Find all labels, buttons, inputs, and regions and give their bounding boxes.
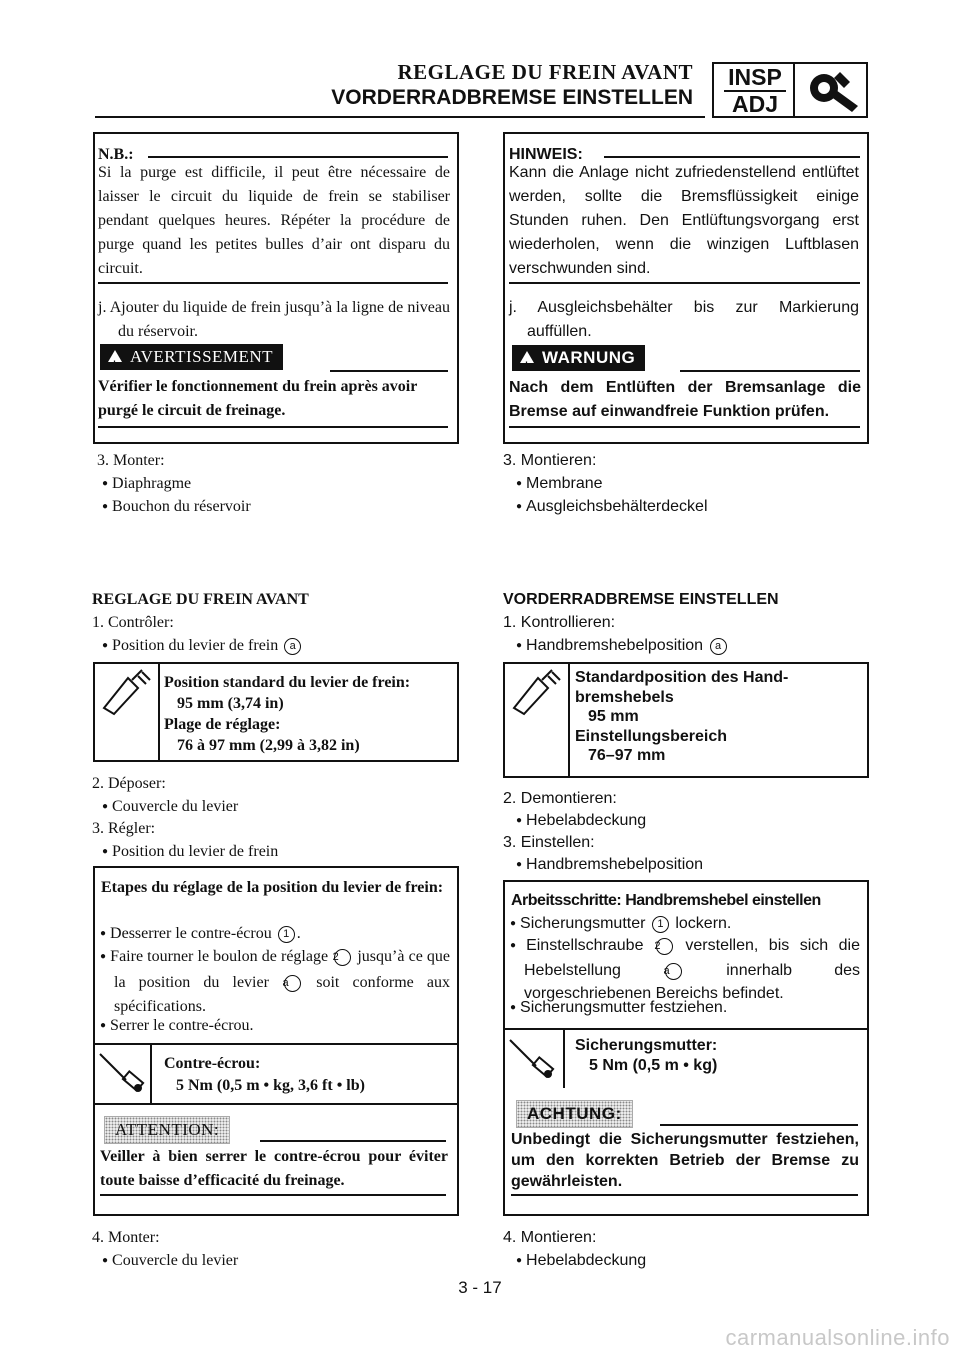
page-title-de: VORDERRADBREMSE EINSTELLEN xyxy=(331,86,693,109)
proc-2-fr: ● Faire tourner le boulon de réglage 2 jusqu’à ce que la position du levier a soit conforme aux spécifications. xyxy=(100,945,450,1019)
s4-fr: 4. Monter: xyxy=(92,1229,160,1246)
proc-1-de: ● Sicherungsmutter 1 lockern. xyxy=(510,912,731,938)
proc-1-fr: ● Desserrer le contre-écrou 1 . xyxy=(100,922,301,948)
nb-text-de: Kann die Anlage nicht zufriedenstellend entlüftet werden, sollte die Bremsflüssigkeit einige Stunden ruhen. Den Entlüftungsvorgang erst wiederholen, wenn die winzigen Luftblasen verschwunden sind. xyxy=(509,164,859,277)
nb-label-de: HINWEIS: xyxy=(509,146,583,163)
watermark: carmanualsonline.info xyxy=(725,1325,950,1350)
step3-item1-fr: ● Diaphragme xyxy=(102,472,191,498)
warning-icon xyxy=(108,350,122,362)
attention-label-de: ACHTUNG: xyxy=(516,1100,633,1128)
s3-de: 3. Einstellen: xyxy=(503,834,595,851)
s1-de: 1. Kontrollieren: xyxy=(503,614,616,631)
warning-text-fr: Vérifier le fonctionnement du frein après avoir purgé le circuit de freinage. xyxy=(98,378,418,419)
step-j-fr: j. Ajouter du liquide de frein jusqu’à la ligne de niveau du réservoir. xyxy=(98,299,450,340)
s3-fr: 3. Régler: xyxy=(92,820,156,837)
warning-label-de: !WARNUNG xyxy=(512,345,645,371)
torque-lines-fr: Contre-écrou: 5 Nm (0,5 m • kg, 3,6 ft • lb) xyxy=(164,1055,365,1094)
attention-text-fr: Veiller à bien serrer le contre-écrou pour éviter toute baisse d’efficacité du freinage. xyxy=(100,1148,448,1189)
attention-label-fr: ATTENTION: xyxy=(104,1116,230,1144)
step3-de: 3. Montieren: xyxy=(503,452,597,469)
torque-lines-de: Sicherungsmutter: 5 Nm (0,5 m • kg) xyxy=(575,1037,718,1074)
s2-item-de: ● Hebelabdeckung xyxy=(516,809,646,835)
s4-de: 4. Montieren: xyxy=(503,1229,597,1246)
header-rule xyxy=(95,116,705,118)
proc-3-de: ● Sicherungsmutter festziehen. xyxy=(510,996,727,1022)
section-title-de: VORDERRADBREMSE EINSTELLEN xyxy=(503,591,779,608)
wrench-tool-icon xyxy=(804,68,860,114)
badge-adj: ADJ xyxy=(731,91,778,117)
proc-title-fr: Etapes du réglage de la position du levier de frein: xyxy=(101,879,444,896)
proc-2-de: ● Einstellschraube 2 verstellen, bis sich die Hebelstellung a innerhalb des vorgeschriebenen Bereichs befindet. xyxy=(510,934,860,1005)
s2-fr: 2. Déposer: xyxy=(92,775,166,792)
s2-item-fr: ● Couvercle du levier xyxy=(102,795,238,821)
step3-item2-de: ● Ausgleichsbehälterdeckel xyxy=(516,495,708,521)
s1-item-fr: ● Position du levier de frein a xyxy=(102,634,303,660)
warning-text-de: Nach dem Entlüften der Bremsanlage die Bremse auf einwandfreie Funktion prüfen. xyxy=(509,379,861,420)
insp-adj-badge xyxy=(712,62,868,118)
s4-item-fr: ● Couvercle du levier xyxy=(102,1249,238,1275)
step-j-de: j. Ausgleichsbehälter bis zur Markierung auffüllen. xyxy=(509,299,859,340)
section-title-fr: REGLAGE DU FREIN AVANT xyxy=(92,591,309,608)
step3-item2-fr: ● Bouchon du réservoir xyxy=(102,495,251,521)
page-title-fr: REGLAGE DU FREIN AVANT xyxy=(397,60,693,84)
warning-icon xyxy=(520,351,534,363)
warning-label-fr: !AVERTISSEMENT xyxy=(100,344,283,370)
s1-item-de: ● Handbremshebelposition a xyxy=(516,634,729,660)
s2-de: 2. Demontieren: xyxy=(503,790,617,807)
proc-title-de: Arbeitsschritte: Handbremshebel einstellen xyxy=(511,892,821,909)
badge-insp: INSP xyxy=(728,64,782,90)
s3-item-fr: ● Position du levier de frein xyxy=(102,840,278,866)
attention-text-de: Unbedingt die Sicherungsmutter festziehen, um den korrekten Betrieb der Bremse zu gewährleisten. xyxy=(511,1131,859,1190)
spec-lines-de: Standardposition des Hand- bremshebels 95 mm Einstellungsbereich 76–97 mm xyxy=(575,669,789,764)
step3-item1-de: ● Membrane xyxy=(516,472,603,498)
caliper-spec-icon xyxy=(508,668,564,720)
s3-item-de: ● Handbremshebelposition xyxy=(516,853,703,879)
step3-fr: 3. Monter: xyxy=(97,452,165,469)
page-number: 3 - 17 xyxy=(458,1278,502,1297)
torque-wrench-icon xyxy=(506,1036,558,1082)
caliper-spec-icon xyxy=(98,668,154,720)
torque-wrench-icon xyxy=(96,1050,148,1096)
spec-lines-fr: Position standard du levier de frein: 95 mm (3,74 in) Plage de réglage: 76 à 97 mm (2,99 à 3,82 in) xyxy=(164,674,411,754)
s4-item-de: ● Hebelabdeckung xyxy=(516,1249,646,1275)
s1-fr: 1. Contrôler: xyxy=(92,614,174,631)
nb-label-fr: N.B.: xyxy=(98,146,134,163)
nb-text-fr: Si la purge est difficile, il peut être nécessaire de laisser le circuit du liquide de frein se stabiliser pendant quelques heures. Répéter la procédure de purge quand les petites bulles d’air ont disparu du circuit. xyxy=(98,164,450,277)
proc-3-fr: ● Serrer le contre-écrou. xyxy=(100,1014,254,1040)
